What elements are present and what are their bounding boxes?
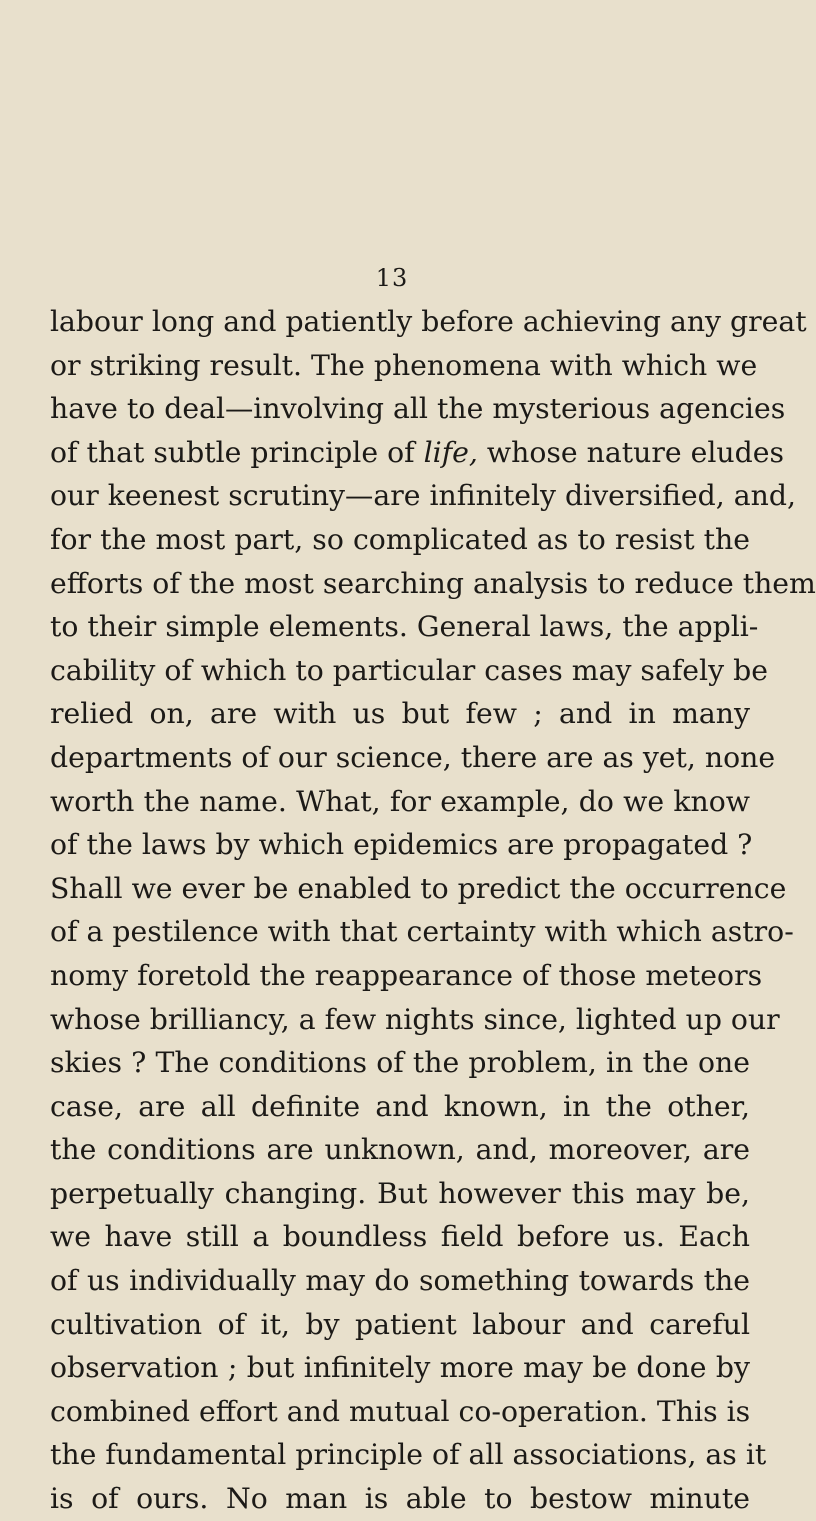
text-line: Shall we ever be enabled to predict the occurrence — [50, 871, 787, 905]
text-line: to their simple elements. General laws, the appli- — [50, 610, 759, 644]
text-segment: whose nature eludes — [477, 435, 785, 469]
text-line: observation ; but infinitely more may be done by — [50, 1351, 750, 1385]
text-line — [50, 431, 785, 475]
text-line: have to deal—involving all the mysterious agencies — [50, 392, 786, 426]
italic-word: life, — [423, 435, 478, 469]
text-line: efforts of the most searching analysis to reduce them — [50, 566, 816, 600]
text-line: the conditions are unknown, and, moreover, are — [50, 1133, 750, 1167]
text-line: is of ours. No man is able to bestow minute — [50, 1482, 750, 1516]
text-line: nomy foretold the reappearance of those meteors — [50, 958, 763, 992]
text-line: cultivation of it, by patient labour and careful — [50, 1307, 750, 1341]
page-number: 13 — [375, 264, 409, 292]
body-text — [50, 300, 816, 1521]
text-line: the fundamental principle of all associations, as it — [50, 1438, 767, 1472]
text-line: whose brilliancy, a few nights since, lighted up our — [50, 1002, 780, 1036]
text-line: labour long and patiently before achieving any great — [50, 305, 807, 338]
text-line: of the laws by which epidemics are propagated ? — [50, 828, 753, 862]
text-line: case, are all definite and known, in the other, — [50, 1089, 750, 1123]
text-line: our keenest scrutiny—are infinitely diversified, and, — [50, 479, 796, 513]
text-line: we have still a boundless field before us. Each — [50, 1220, 750, 1254]
text-line: of a pestilence with that certainty with which astro- — [50, 915, 794, 949]
text-line: of us individually may do something towards the — [50, 1264, 750, 1298]
text-line: relied on, are with us but few ; and in many — [50, 697, 750, 731]
text-segment: of that subtle principle of — [50, 435, 424, 469]
text-line: cability of which to particular cases may safely be — [50, 653, 768, 687]
text-line: departments of our science, there are as yet, none — [50, 740, 776, 774]
text-line: or striking result. The phenomena with which we — [50, 348, 758, 382]
text-line: worth the name. What, for example, do we know — [50, 784, 750, 818]
text-line: perpetually changing. But however this may be, — [50, 1176, 750, 1210]
text-line: for the most part, so complicated as to resist the — [50, 522, 750, 556]
text-line: combined effort and mutual co-operation. This is — [50, 1394, 751, 1428]
text-line: skies ? The conditions of the problem, in the one — [50, 1046, 750, 1080]
